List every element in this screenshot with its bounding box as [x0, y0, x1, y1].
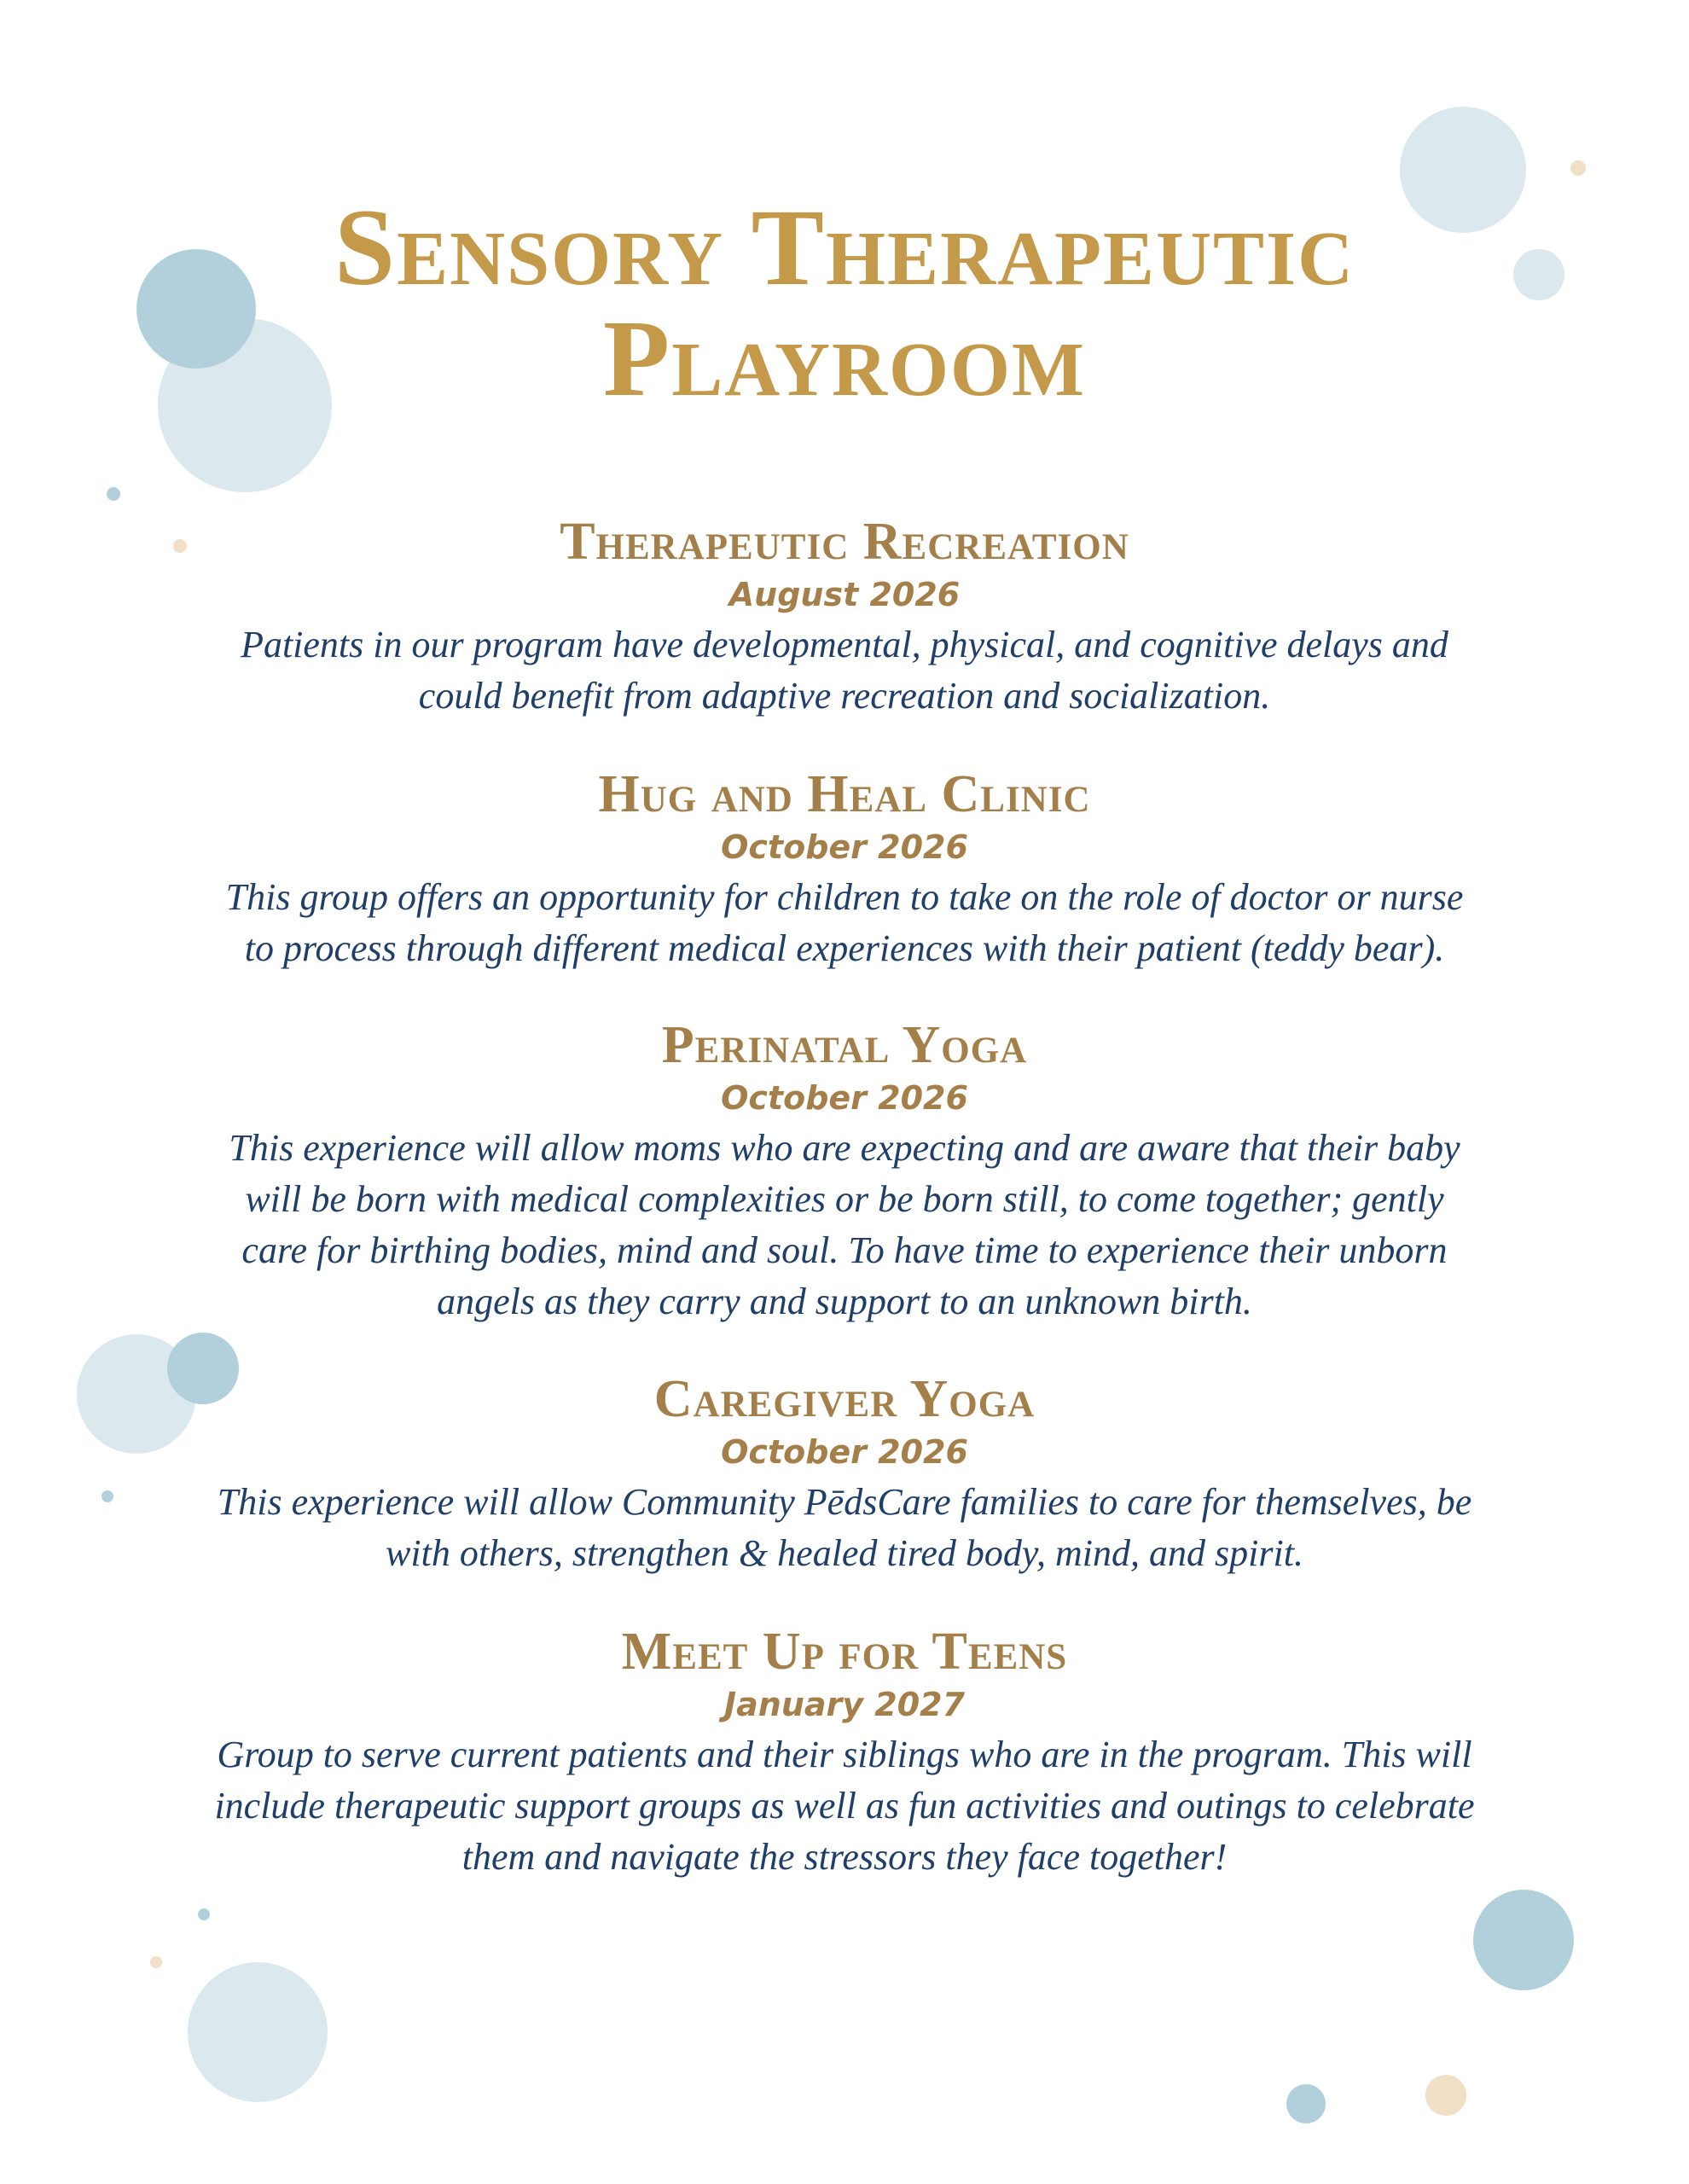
section-description	[162, 619, 1527, 722]
description-line: to process through different medical experiences with their patient (teddy bear).	[244, 927, 1445, 969]
description-line: angels as they carry and support to an unknown birth.	[437, 1281, 1252, 1322]
decorative-bubble	[1286, 2084, 1326, 2123]
description-line: them and navigate the stressors they face together!	[461, 1836, 1228, 1878]
section-heading: Caregiver Yoga	[653, 1370, 1036, 1428]
page-title	[0, 187, 1689, 419]
section-date: October 2026	[721, 1433, 968, 1471]
section-description	[162, 1123, 1527, 1327]
program-section-hug-and-heal-clinic	[162, 764, 1527, 974]
description-line: This group offers an opportunity for children to take on the role of doctor or nurse	[225, 876, 1464, 918]
decorative-bubble	[107, 487, 120, 501]
page-title-line-2: Playroom	[603, 298, 1086, 419]
description-line: will be born with medical complexities or be born still, to come together; gently	[245, 1178, 1444, 1220]
decorative-bubble	[102, 1490, 113, 1502]
section-heading: Therapeutic Recreation	[560, 513, 1129, 571]
decorative-bubble	[188, 1962, 328, 2102]
decorative-bubble	[1570, 160, 1586, 176]
description-line: care for birthing bodies, mind and soul. To have time to experience their unborn	[241, 1229, 1448, 1271]
section-description	[162, 1477, 1527, 1579]
description-line: This experience will allow moms who are expecting and are aware that their baby	[229, 1127, 1460, 1169]
section-description	[162, 1729, 1527, 1883]
description-line: could benefit from adaptive recreation and socialization.	[418, 675, 1271, 717]
section-heading: Meet Up for Teens	[621, 1623, 1068, 1681]
section-date: October 2026	[721, 828, 968, 866]
description-line: Group to serve current patients and their siblings who are in the program. This will	[217, 1734, 1472, 1775]
program-section-perinatal-yoga	[162, 1015, 1527, 1327]
description-line: with others, strengthen & healed tired body, mind, and spirit.	[386, 1532, 1303, 1574]
decorative-bubble	[1473, 1890, 1574, 1990]
description-line: Patients in our program have developmental, physical, and cognitive delays and	[241, 624, 1448, 665]
section-date: October 2026	[721, 1079, 968, 1117]
decorative-bubble	[1425, 2075, 1466, 2116]
section-date: August 2026	[728, 576, 961, 613]
section-heading: Hug and Heal Clinic	[598, 765, 1091, 823]
description-line: This experience will allow Community PēdsCare families to care for themselves, be	[217, 1481, 1472, 1523]
description-line: include therapeutic support groups as well as fun activities and outings to celebrate	[214, 1785, 1475, 1827]
decorative-bubble	[150, 1956, 162, 1968]
section-description	[162, 872, 1527, 974]
page-title-line-1: Sensory Therapeutic	[334, 187, 1355, 308]
program-section-meet-up-for-teens	[162, 1622, 1527, 1883]
program-section-therapeutic-recreation	[162, 512, 1527, 722]
section-date: January 2027	[723, 1686, 966, 1723]
decorative-bubble	[198, 1908, 210, 1920]
section-heading: Perinatal Yoga	[661, 1016, 1028, 1074]
program-section-caregiver-yoga	[162, 1369, 1527, 1579]
